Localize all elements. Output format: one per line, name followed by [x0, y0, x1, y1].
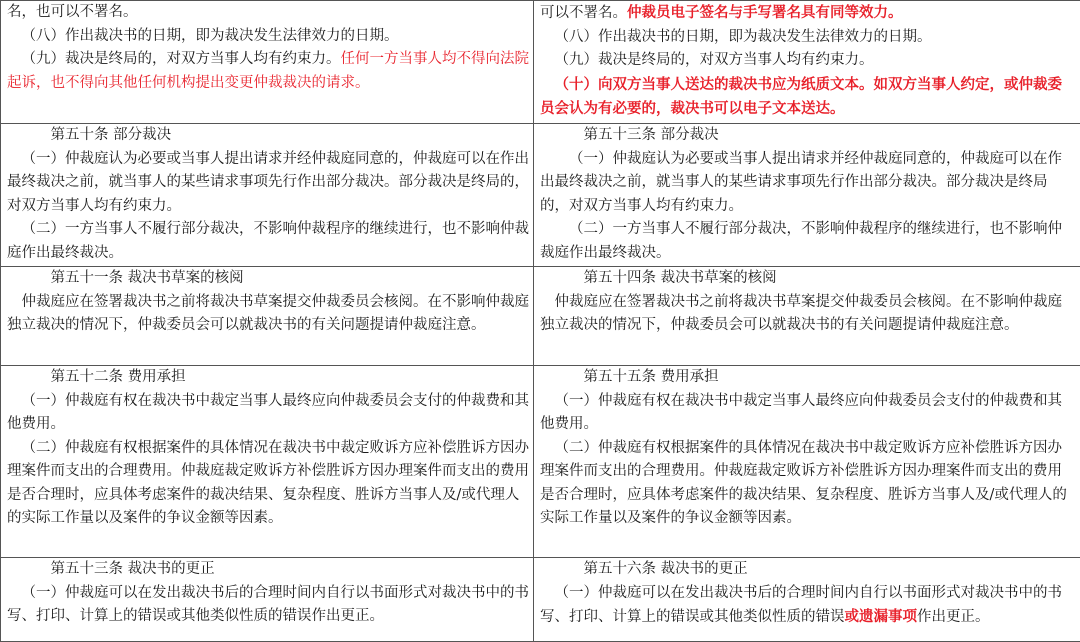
text-segment: （一）仲裁庭可以在发出裁决书后的合理时间内自行以书面形式对裁决书中的书写、打印、计算上的错误或其他类似性质的错误: [540, 585, 1062, 626]
article-heading: [540, 558, 1076, 582]
table-row: [1, 124, 1080, 267]
left-cell: [1, 267, 534, 366]
paragraph: [540, 1, 1076, 26]
right-cell: [534, 267, 1080, 366]
comparison-table-body: [1, 1, 1080, 642]
paragraph: [540, 437, 1076, 531]
paragraph: [7, 148, 529, 219]
article-heading: [540, 267, 1076, 291]
paragraph: [7, 291, 529, 338]
paragraph: [7, 390, 529, 437]
text-segment: 第五十三条 部分裁决: [584, 127, 719, 143]
paragraph: [540, 582, 1076, 630]
text-segment: 第五十五条 费用承担: [584, 369, 719, 385]
text-segment: （八）作出裁决书的日期，即为裁决发生法律效力的日期。: [22, 28, 399, 44]
article-heading: [540, 366, 1076, 390]
highlighted-text: 或遗漏事项: [845, 608, 918, 625]
text-segment: 第五十三条 裁决书的更正: [51, 561, 215, 577]
text-segment: 可以不署名。: [540, 5, 627, 21]
text-segment: 名，也可以不署名。: [7, 4, 138, 20]
left-cell: [1, 124, 534, 267]
text-segment: 仲裁庭应在签署裁决书之前将裁决书草案提交仲裁委员会核阅。在不影响仲裁庭独立裁决的情况下，仲裁委员会可以就裁决书的有关问题提请仲裁庭注意。: [540, 294, 1062, 334]
text-segment: （二）仲裁庭有权根据案件的具体情况在裁决书中裁定败诉方应补偿胜诉方因办理案件而支出的合理费用。仲裁庭裁定败诉方补偿胜诉方因办理案件而支出的费用是否合理时，应具体考虑案件的裁决结果、复杂程度、胜诉方当事人及/或代理人的实际工作量以及案件的争议金额等因素。: [540, 440, 1067, 527]
text-segment: 第五十四条 裁决书草案的核阅: [584, 270, 777, 286]
left-cell: [1, 366, 534, 558]
highlighted-text: （十）向双方当事人送达的裁决书应为纸质文本。如双方当事人约定，或仲裁委员会认为有必要的，裁决书可以电子文本送达。: [540, 76, 1062, 118]
paragraph: [540, 26, 1076, 50]
paragraph: [7, 1, 529, 25]
text-segment: （一）仲裁庭认为必要或当事人提出请求并经仲裁庭同意的，仲裁庭可以在作出最终裁决之前，就当事人的某些请求事项先行作出部分裁决。部分裁决是终局的，对双方当事人均有约束力。: [540, 151, 1062, 214]
paragraph: [7, 218, 529, 265]
paragraph: [540, 148, 1076, 219]
paragraph: [540, 291, 1076, 338]
text-segment: 作出更正。: [917, 609, 990, 625]
article-heading: [7, 558, 529, 582]
text-segment: （二）一方当事人不履行部分裁决，不影响仲裁程序的继续进行，也不影响仲裁庭作出最终裁决。: [7, 221, 529, 261]
table-row: [1, 558, 1080, 642]
highlighted-text: 仲裁员电子签名与手写署名具有同等效力。: [627, 4, 903, 21]
text-segment: （九）裁决是终局的，对双方当事人均有约束力。: [22, 51, 341, 67]
left-cell: [1, 558, 534, 642]
article-heading: [540, 124, 1076, 148]
right-cell: [534, 366, 1080, 558]
paragraph: [7, 437, 529, 531]
paragraph: [540, 49, 1076, 73]
highlighted-text: 任何一方当事人均不得向法院起诉，也不得向其他任何机构提出变更仲裁裁决的请求。: [7, 51, 529, 91]
text-segment: 第五十一条 裁决书草案的核阅: [51, 270, 244, 286]
text-segment: （一）仲裁庭有权在裁决书中裁定当事人最终应向仲裁委员会支付的仲裁费和其他费用。: [540, 393, 1062, 433]
table-row: [1, 267, 1080, 366]
article-heading: [7, 366, 529, 390]
table-row: [1, 1, 1080, 124]
article-heading: [7, 267, 529, 291]
text-segment: （九）裁决是终局的，对双方当事人均有约束力。: [555, 52, 874, 68]
paragraph: [7, 582, 529, 629]
right-cell: [534, 558, 1080, 642]
paragraph: [7, 48, 529, 95]
paragraph: [7, 25, 529, 49]
text-segment: （一）仲裁庭有权在裁决书中裁定当事人最终应向仲裁委员会支付的仲裁费和其他费用。: [7, 393, 529, 433]
article-heading: [7, 124, 529, 148]
paragraph: [540, 390, 1076, 437]
paragraph: [540, 218, 1076, 265]
text-segment: （二）仲裁庭有权根据案件的具体情况在裁决书中裁定败诉方应补偿胜诉方因办理案件而支出的合理费用。仲裁庭裁定败诉方补偿胜诉方因办理案件而支出的费用是否合理时，应具体考虑案件的裁决结果、复杂程度、胜诉方当事人及/或代理人的实际工作量以及案件的争议金额等因素。: [7, 440, 529, 527]
table-row: [1, 366, 1080, 558]
text-segment: （二）一方当事人不履行部分裁决，不影响仲裁程序的继续进行，也不影响仲裁庭作出最终裁决。: [540, 221, 1062, 261]
text-segment: 第五十二条 费用承担: [51, 369, 186, 385]
right-cell: [534, 1, 1080, 124]
right-cell: [534, 124, 1080, 267]
text-segment: 第五十条 部分裁决: [51, 127, 172, 143]
text-segment: 仲裁庭应在签署裁决书之前将裁决书草案提交仲裁委员会核阅。在不影响仲裁庭独立裁决的情况下，仲裁委员会可以就裁决书的有关问题提请仲裁庭注意。: [7, 294, 529, 334]
paragraph: [540, 73, 1076, 122]
text-segment: 第五十六条 裁决书的更正: [584, 561, 748, 577]
text-segment: （一）仲裁庭可以在发出裁决书后的合理时间内自行以书面形式对裁决书中的书写、打印、计算上的错误或其他类似性质的错误作出更正。: [7, 585, 529, 625]
text-segment: （一）仲裁庭认为必要或当事人提出请求并经仲裁庭同意的，仲裁庭可以在作出最终裁决之前，就当事人的某些请求事项先行作出部分裁决。部分裁决是终局的，对双方当事人均有约束力。: [7, 151, 529, 214]
text-segment: （八）作出裁决书的日期，即为裁决发生法律效力的日期。: [555, 29, 932, 45]
left-cell: [1, 1, 534, 124]
